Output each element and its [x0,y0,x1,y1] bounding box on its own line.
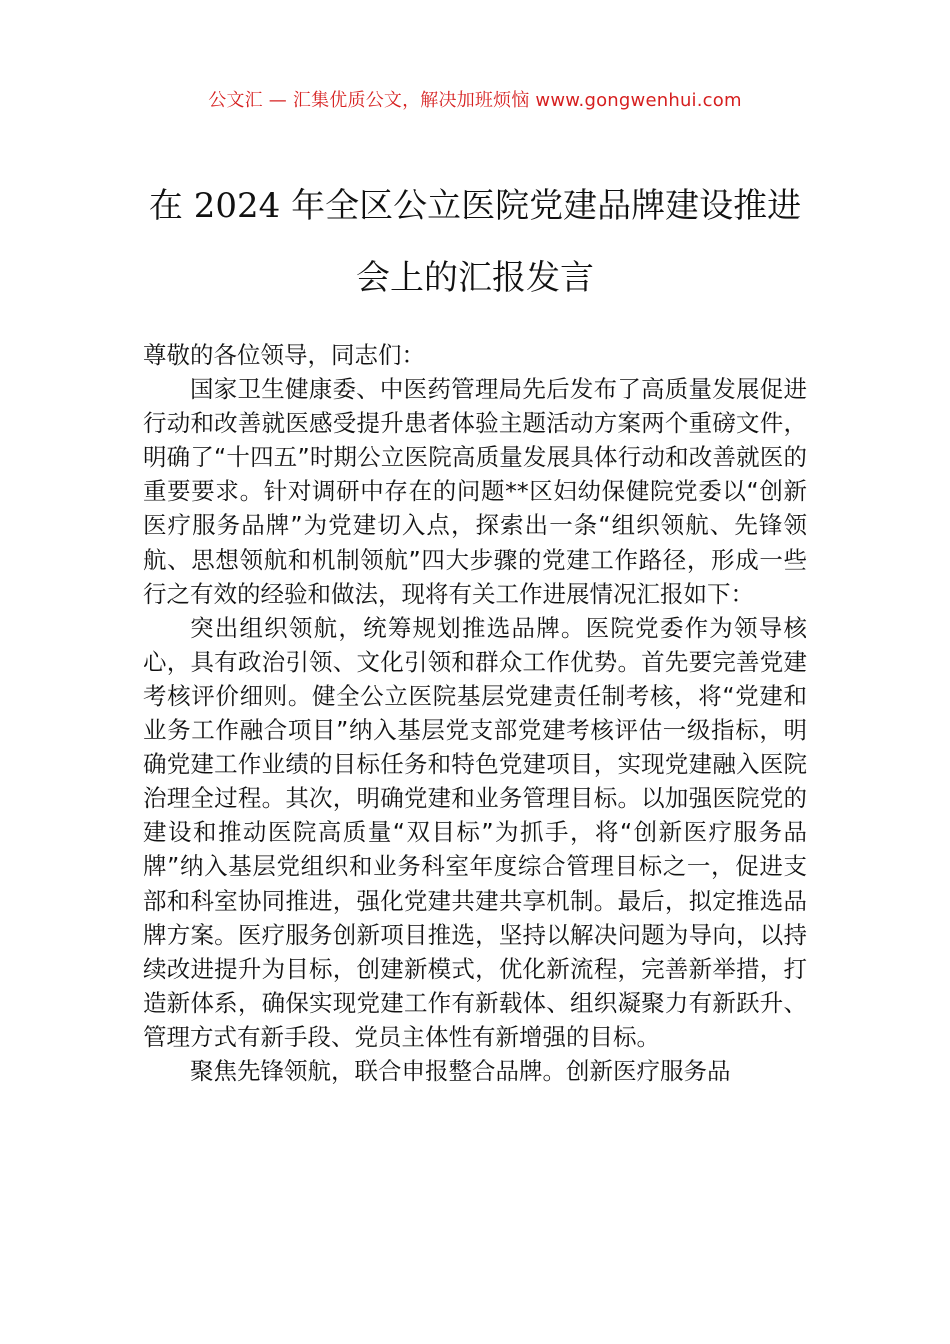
paragraph: 国家卫生健康委、中医药管理局先后发布了高质量发展促进行动和改善就医感受提升患者体验主题活动方案两个重磅文件，明确了“十四五”时期公立医院高质量发展具体行动和改善就医的重要要求。针对调研中存在的问题**区妇幼保健院党委以“创新医疗服务品牌”为党建切入点，探索出一条“组织领航、先锋领航、思想领航和机制领航”四大步骤的党建工作路径，形成一些行之有效的经验和做法，现将有关工作进展情况汇报如下： [143,375,807,608]
header-watermark: 公文汇 — 汇集优质公文，解决加班烦恼 www.gongwenhui.com [208,90,742,111]
document-title [120,170,830,314]
paragraph: 聚焦先锋领航，联合申报整合品牌。创新医疗服务品 [190,1056,731,1085]
title-line-2: 会上的汇报发言 [356,258,594,298]
title-line-1: 在 2024 年全区公立医院党建品牌建设推进 [148,186,802,226]
document-body [143,338,807,1088]
paragraph: 突出组织领航，统筹规划推选品牌。医院党委作为领导核心，具有政治引领、文化引领和群众工作优势。首先要完善党建考核评价细则。健全公立医院基层党建责任制考核，将“党建和业务工作融合项目”纳入基层党支部党建考核评估一级指标，明确党建工作业绩的目标任务和特色党建项目，实现党建融入医院治理全过程。其次，明确党建和业务管理目标。以加强医院党的建设和推动医院高质量“双目标”为抓手，将“创新医疗服务品牌”纳入基层党组织和业务科室年度综合管理目标之一，促进支部和科室协同推进，强化党建共建共享机制。最后，拟定推选品牌方案。医疗服务创新项目推选，坚持以解决问题为导向，以持续改进提升为目标，创建新模式，优化新流程，完善新举措，打造新体系，确保实现党建工作有新载体、组织凝聚力有新跃升、管理方式有新手段、党员主体性有新增强的目标。 [143,613,807,1051]
salutation: 尊敬的各位领导，同志们： [143,341,425,369]
